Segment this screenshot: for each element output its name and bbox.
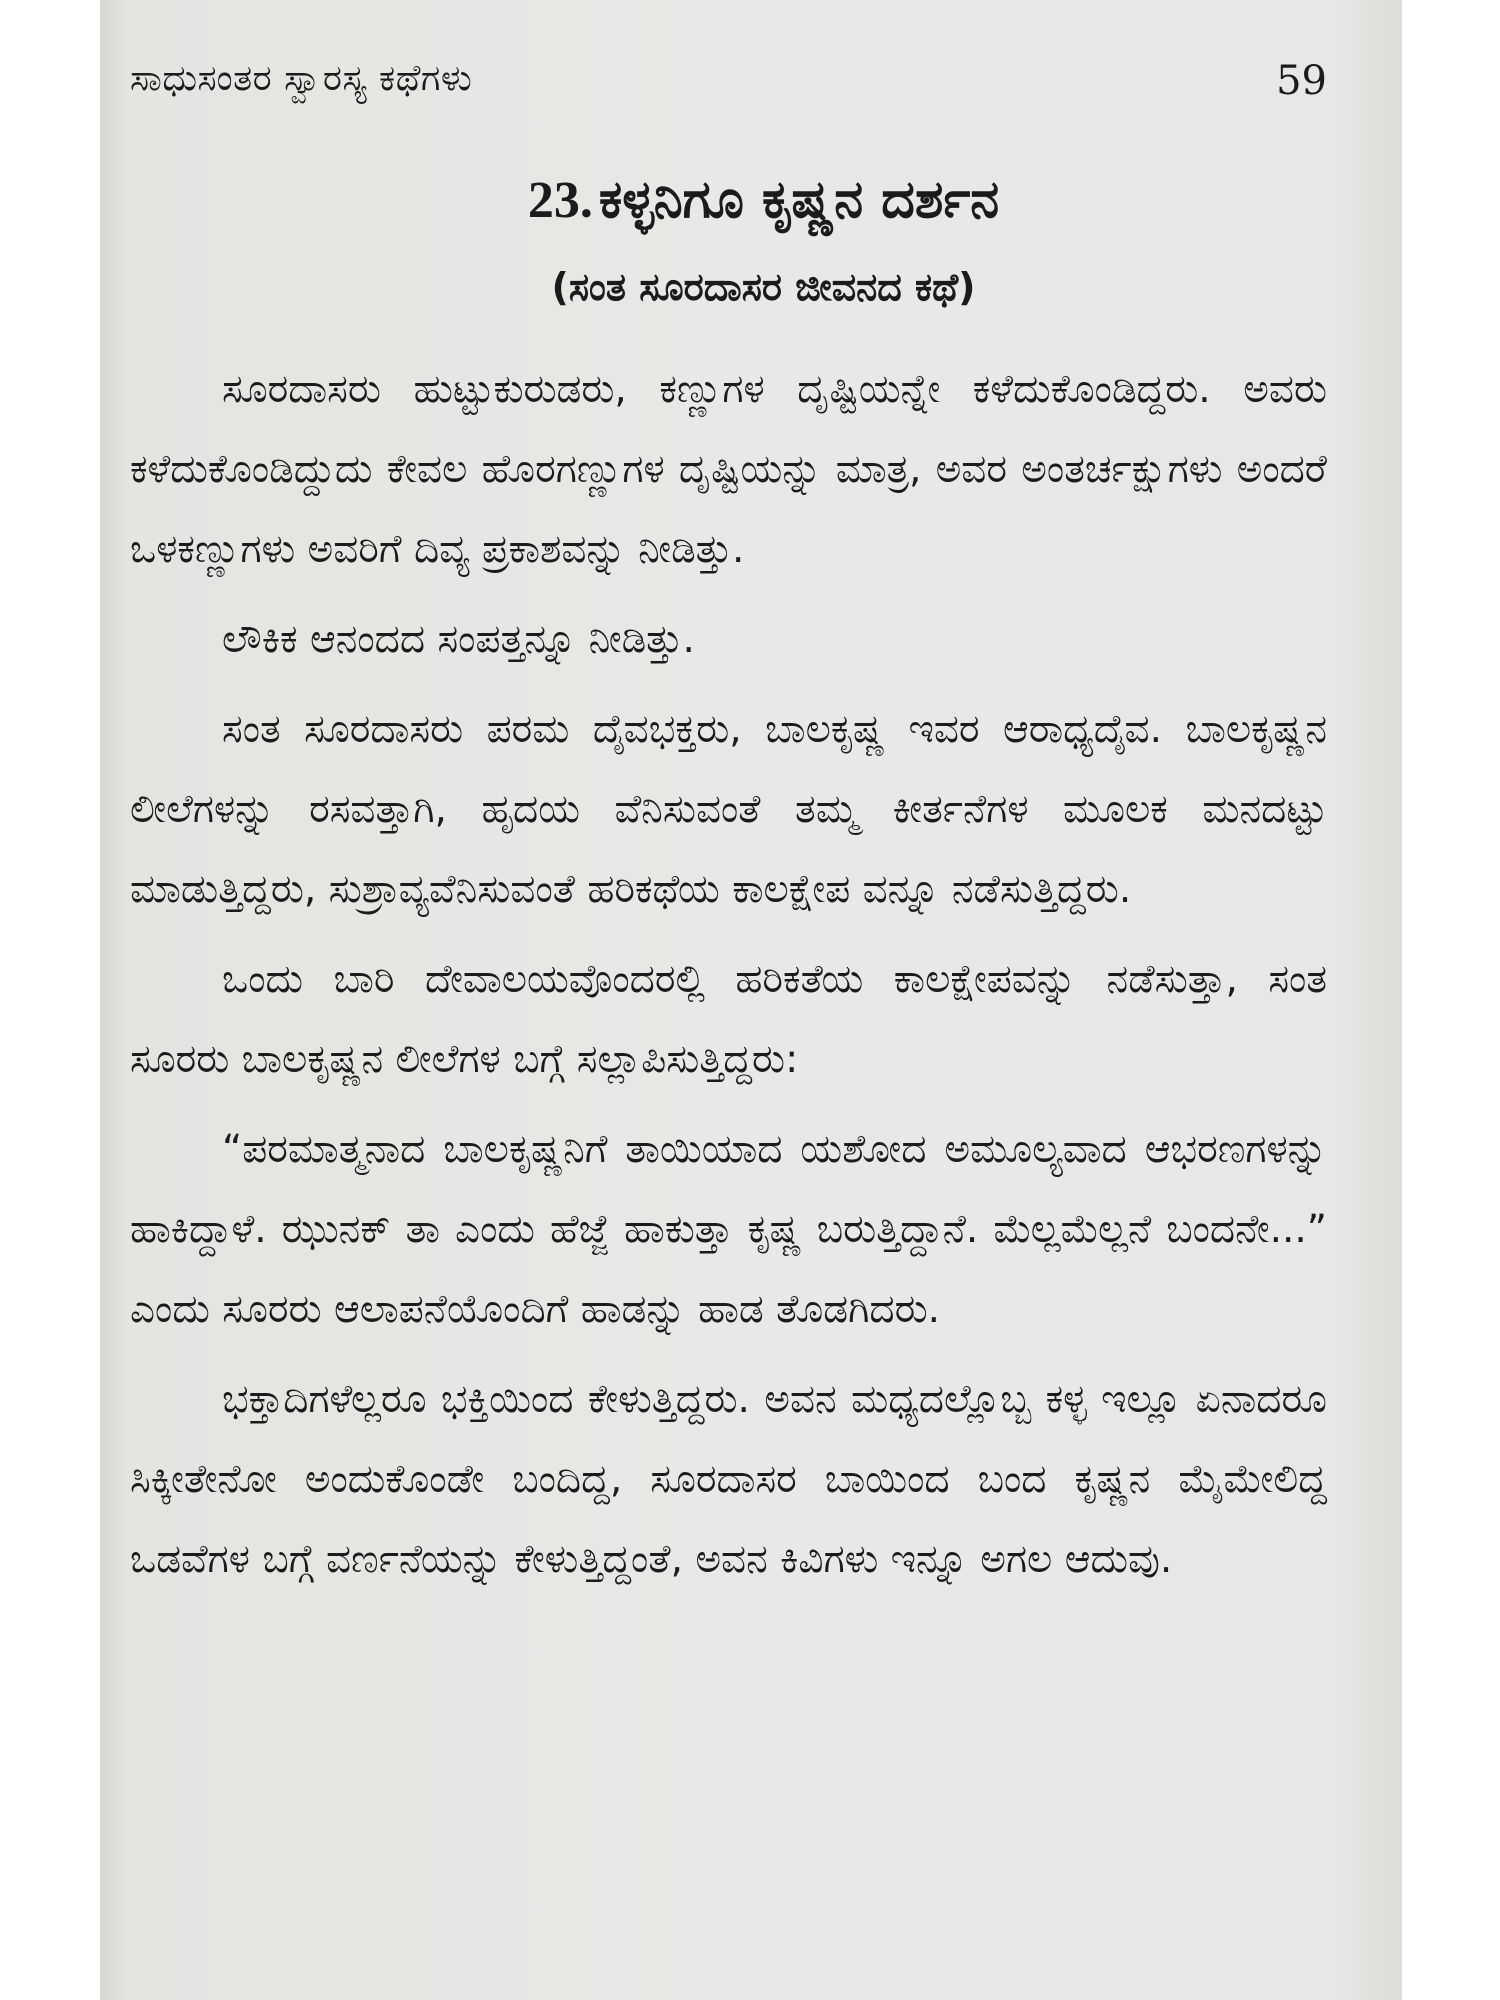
paragraph: ಭಕ್ತಾದಿಗಳೆಲ್ಲರೂ ಭಕ್ತಿಯಿಂದ ಕೇಳುತ್ತಿದ್ದರು. ಅವನ ಮಧ್ಯದಲ್ಲೊಬ್ಬ ಕಳ್ಳ ಇಲ್ಲೂ ಏನಾದರೂ ಸಿಕ್ಕೀತೇನೋ ಅಂದುಕೊಂಡೇ ಬಂದಿದ್ದ, ಸೂರದಾಸರ ಬಾಯಿಂದ ಬಂದ ಕೃಷ್ಣನ ಮೈಮೇಲಿದ್ದ ಒಡವೆಗಳ ಬಗ್ಗೆ ವರ್ಣನೆಯನ್ನು ಕೇಳುತ್ತಿದ್ದಂತೆ, ಅವನ ಕಿವಿಗಳು ಇನ್ನೂ ಅಗಲ ಆದುವು. [130, 1377, 1327, 1582]
chapter-number: 23. [527, 172, 593, 229]
paragraph: ಒಂದು ಬಾರಿ ದೇವಾಲಯವೊಂದರಲ್ಲಿ ಹರಿಕತೆಯ ಕಾಲಕ್ಷೇಪವನ್ನು ನಡೆಸುತ್ತಾ, ಸಂತ ಸೂರರು ಬಾಲಕೃಷ್ಣನ ಲೀಲೆಗಳ ಬಗ್ಗೆ ಸಲ್ಲಾಪಿಸುತ್ತಿದ್ದರು: [130, 957, 1327, 1082]
chapter-subtitle: (ಸಂತ ಸೂರದಾಸರ ಜೀವನದ ಕಥೆ) [551, 265, 976, 309]
paragraph: ಲೌಕಿಕ ಆನಂದದ ಸಂಪತ್ತನ್ನೂ ನೀಡಿತ್ತು. [222, 617, 695, 662]
page-number: 59 [1276, 58, 1327, 104]
running-header [130, 40, 1327, 130]
book-page [100, 0, 1402, 2000]
chapter-title-text: ಕಳ್ಳನಿಗೂ ಕೃಷ್ಣನ ದರ್ಶನ [598, 170, 1000, 230]
paragraph: ಸೂರದಾಸರು ಹುಟ್ಟುಕುರುಡರು, ಕಣ್ಣುಗಳ ದೃಷ್ಟಿಯನ್ನೇ ಕಳೆದುಕೊಂಡಿದ್ದರು. ಅವರು ಕಳೆದುಕೊಂಡಿದ್ದುದು ಕೇವಲ ಹೊರಗಣ್ಣುಗಳ ದೃಷ್ಟಿಯನ್ನು ಮಾತ್ರ, ಅವರ ಅಂತರ್ಚಕ್ಷುಗಳು ಅಂದರೆ ಒಳಕಣ್ಣುಗಳು ಅವರಿಗೆ ದಿವ್ಯ ಪ್ರಕಾಶವನ್ನು ನೀಡಿತ್ತು. [130, 367, 1327, 572]
running-title: ಸಾಧುಸಂತರ ಸ್ವಾರಸ್ಯ ಕಥೆಗಳು [130, 58, 473, 99]
paragraph: “ಪರಮಾತ್ಮನಾದ ಬಾಲಕೃಷ್ಣನಿಗೆ ತಾಯಿಯಾದ ಯಶೋದ ಅಮೂಲ್ಯವಾದ ಆಭರಣಗಳನ್ನು ಹಾಕಿದ್ದಾಳೆ. ಝುನಕ್ ತಾ ಎಂದು ಹೆಜ್ಜೆ ಹಾಕುತ್ತಾ ಕೃಷ್ಣ ಬರುತ್ತಿದ್ದಾನೆ. ಮೆಲ್ಲಮೆಲ್ಲನೆ ಬಂದನೇ...” ಎಂದು ಸೂರರು ಆಲಾಪನೆಯೊಂದಿಗೆ ಹಾಡನ್ನು ಹಾಡ ತೊಡಗಿದರು. [130, 1127, 1327, 1332]
chapter-title [130, 170, 1327, 231]
paragraph: ಸಂತ ಸೂರದಾಸರು ಪರಮ ದೈವಭಕ್ತರು, ಬಾಲಕೃಷ್ಣ ಇವರ ಆರಾಧ್ಯದೈವ. ಬಾಲಕೃಷ್ಣನ ಲೀಲೆಗಳನ್ನು ರಸವತ್ತಾಗಿ, ಹೃದಯ ವೆನಿಸುವಂತೆ ತಮ್ಮ ಕೀರ್ತನೆಗಳ ಮೂಲಕ ಮನದಟ್ಟು ಮಾಡುತ್ತಿದ್ದರು, ಸುಶ್ರಾವ್ಯವೆನಿಸುವಂತೆ ಹರಿಕಥೆಯ ಕಾಲಕ್ಷೇಪ ವನ್ನೂ ನಡೆಸುತ್ತಿದ್ದರು. [130, 707, 1327, 912]
